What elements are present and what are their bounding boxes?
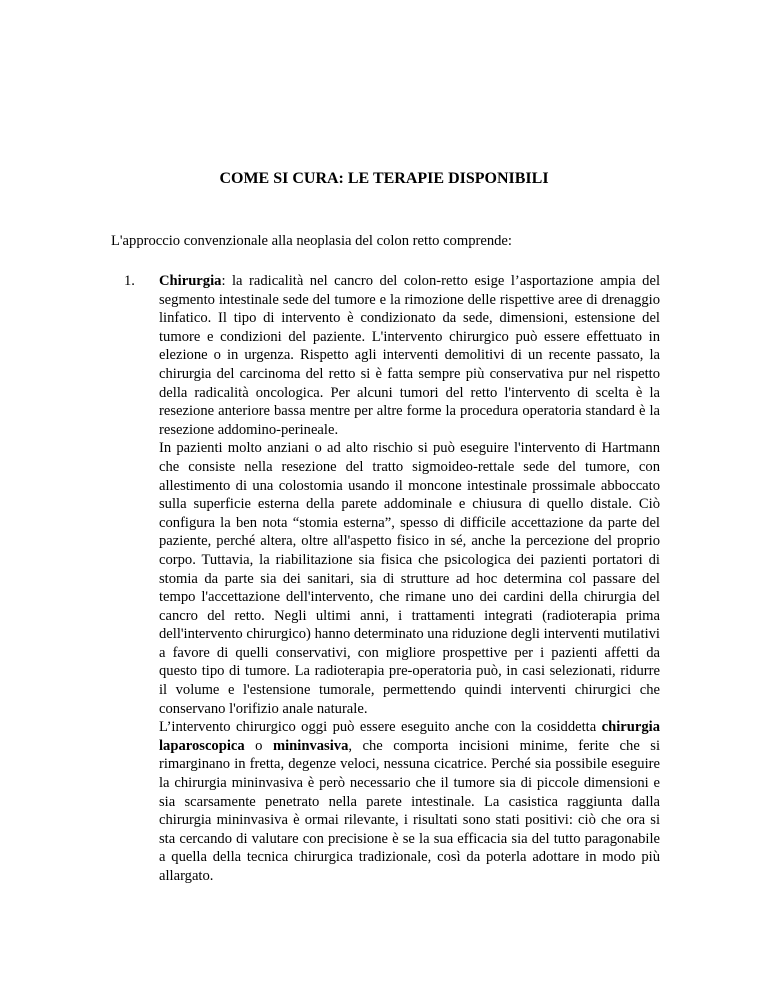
term-chirurgia: Chirurgia [159,273,222,289]
list-item-number: 1. [124,273,135,289]
list-item-body [159,272,660,886]
term-laparoscopica: chirurgia laparoscopica [159,719,660,754]
paragraph-text: , che comporta incisioni minime, ferite che si rimarginano in fretta, degenze veloci, nessuna cicatrice. Perché sia possibile eseguire la chirurgia mininvasiva è però necessario che il tumore sia di piccole dimensioni e sia scarsamente penetrato nella parete intestinale. La casistica raggiunta dalla chirurgia mininvasiva è ormai rilevante, i risultati sono stati positivi: ciò che ora si sta cercando di valutare con precisione è se la sua efficacia sia del tutto paragonabile a quella della tecnica chirurgica tradizionale, così da poterla adottare in modo più allargato. [159,737,661,884]
paragraph-hartmann: In pazienti molto anziani o ad alto rischio si può eseguire l'intervento di Hartmann che consiste nella resezione del tratto sigmoideo-rettale sede del tumore, con allestimento di una colostomia usando il moncone intestinale prossimale abboccato sulla superficie esterna della parete addominale e chiusura di quello distale. Ciò configura la ben nota “stomia esterna”, spesso di difficile accettazione da parte del paziente, perché altera, oltre all'aspetto fisico in sé, anche la percezione del proprio corpo. Tuttavia, la riabilitazione sia fisica che psicologica dei pazienti portatori di stomia da parte sia dei sanitari, sia di strutture ad hoc determina col passare del tempo l'accettazione dell'intervento, che rimane uno dei cardini della chirurgia del cancro del retto. Negli ultimi anni, i trattamenti integrati (radioterapia prima dell'intervento chirurgico) hanno determinato una riduzione degli interventi mutilativi a favore di quelli conservativi, con migliore prospettive per i pazienti affetti da questo tipo di tumore. La radioterapia pre-operatoria può, in casi selezionati, ridurre il volume e l'estensione tumorale, permettendo quindi interventi chirurgici che conservano l'orifizio anale naturale. [159,440,660,717]
intro-paragraph: L'approccio convenzionale alla neoplasia del colon retto comprende: [111,233,512,249]
paragraph-laparoscopica [159,718,660,885]
therapy-list [124,272,660,886]
paragraph-chirurgia-intro [159,272,660,439]
paragraph-text: L’intervento chirurgico oggi può essere eseguito anche con la cosiddetta [159,719,602,736]
list-item-chirurgia [124,272,660,886]
page-title: COME SI CURA: LE TERAPIE DISPONIBILI [219,170,549,187]
paragraph-text: : la radicalità nel cancro del colon-retto esige l’asportazione ampia del segmento intestinale sede del tumore e la rimozione delle rispettive aree di drenaggio linfatico. Il tipo di intervento è condizionato da sede, dimensioni, estensione del tumore e condizioni del paziente. L'intervento chirurgico può essere effettuato in elezione o in urgenza. Rispetto agli interventi demolitivi di un recente passato, la chirurgia del carcinoma del retto si è fatta sempre più conservativa pur nel rispetto della radicalità oncologica. Per alcuni tumori del retto l'intervento di scelta è la resezione anteriore bassa mentre per altre forme la procedura operatoria standard è la resezione addomino-perineale. [159,273,660,438]
term-mininvasiva: mininvasiva [272,737,349,754]
paragraph-text: o [244,737,273,754]
